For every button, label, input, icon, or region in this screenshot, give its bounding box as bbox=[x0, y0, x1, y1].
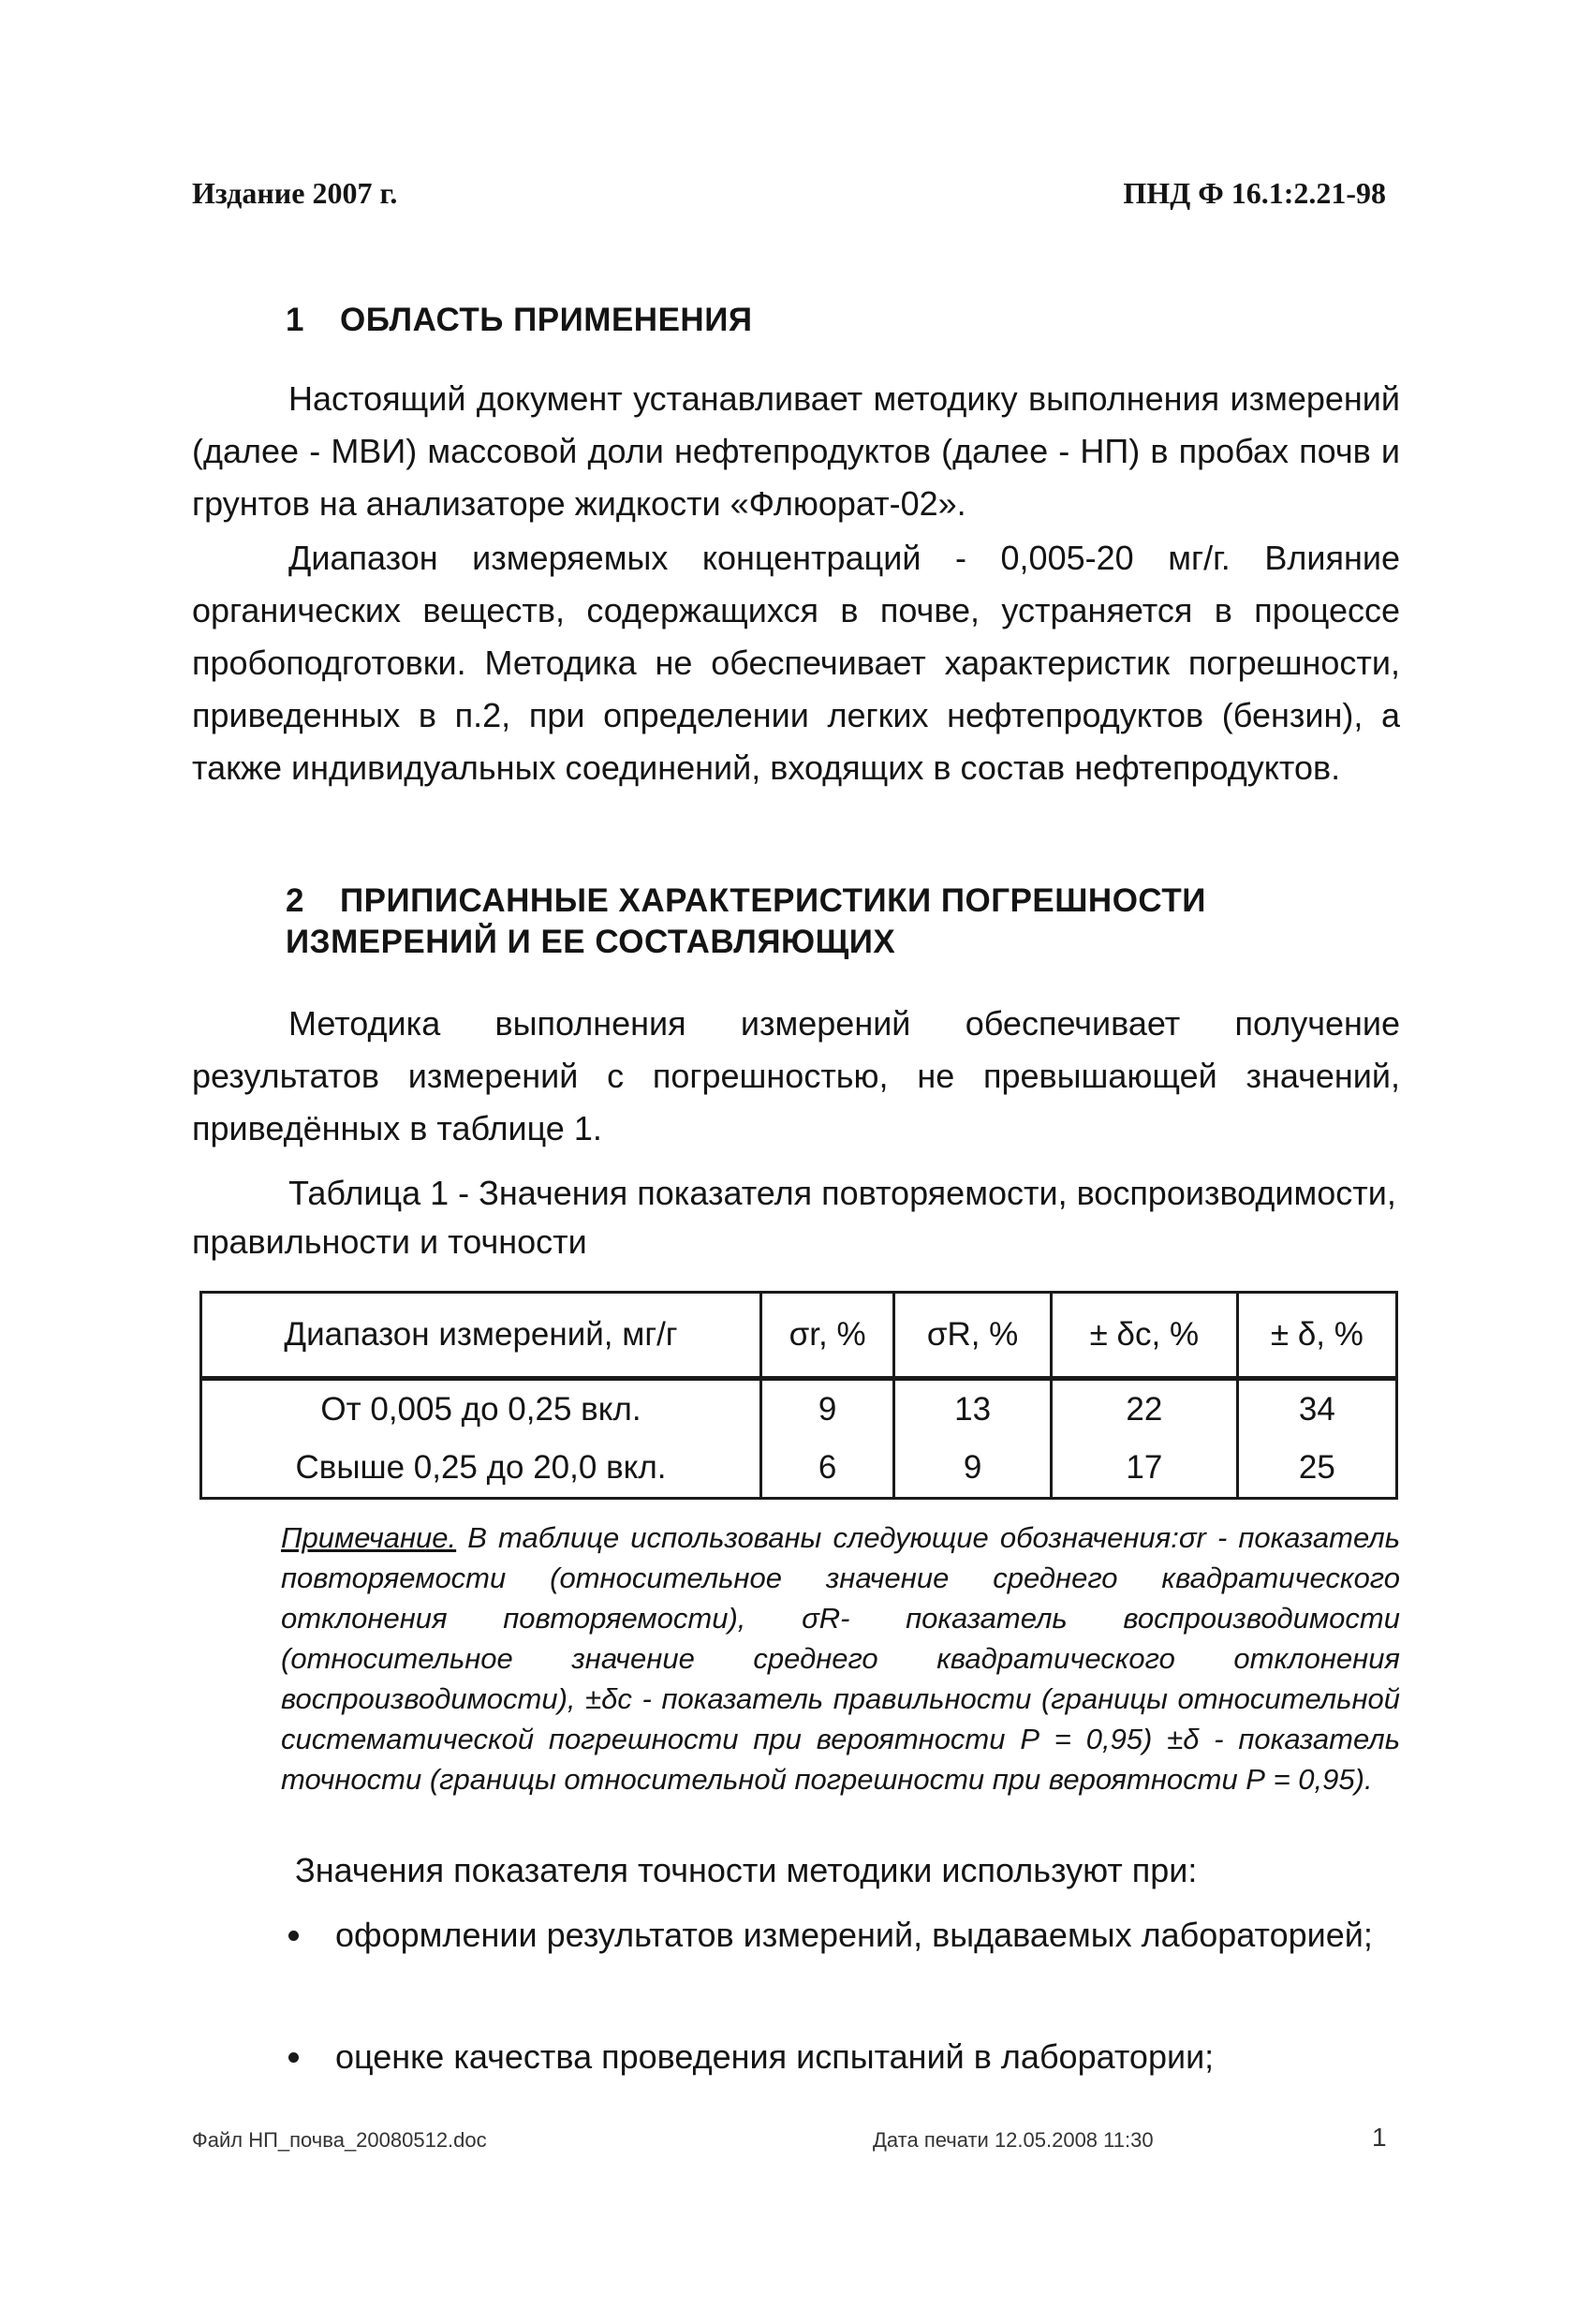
list-item bbox=[288, 2033, 1400, 2081]
table-row bbox=[201, 1379, 1397, 1440]
cell-sigma-R: 9 bbox=[894, 1439, 1052, 1499]
list-item bbox=[288, 1911, 1400, 1960]
section-1-heading bbox=[286, 300, 753, 341]
header-delta-c: ± δc, % bbox=[1051, 1293, 1237, 1379]
section-1-paragraph-2: Диапазон измеряемых концентраций - 0,005-20 мг/г. Влияние органических веществ, содержащихся в почве, устраняется в процессе пробоподготовки. Методика не обеспечивает характеристик погрешности, приведенных в п.2, при определении легких нефтепродуктов (бензин), а также индивидуальных соединений, входящих в состав нефтепродуктов. bbox=[192, 539, 1400, 787]
cell-delta-c: 22 bbox=[1051, 1379, 1237, 1440]
section-1-title: ОБЛАСТЬ ПРИМЕНЕНИЯ bbox=[340, 302, 753, 338]
list-item-text: оформлении результатов измерений, выдаваемых лабораторией; bbox=[335, 1916, 1373, 1954]
note-label: Примечание. bbox=[281, 1521, 457, 1554]
cell-sigma-r: 9 bbox=[761, 1379, 894, 1440]
footer-page-number: 1 bbox=[1372, 2123, 1387, 2152]
section-2-paragraph-1: Методика выполнения измерений обеспечивает получение результатов измерений с погрешностью, не превышающей значений, приведённых в таблице 1. bbox=[192, 1004, 1400, 1147]
footer-file-name: Файл НП_почва_20080512.doc bbox=[192, 2128, 487, 2152]
bullet-icon bbox=[288, 1931, 299, 1941]
list-item-text: оценке качества проведения испытаний в лаборатории; bbox=[335, 2037, 1215, 2076]
header-delta: ± δ, % bbox=[1237, 1293, 1396, 1379]
cell-delta: 34 bbox=[1237, 1379, 1396, 1440]
cell-sigma-r: 6 bbox=[761, 1439, 894, 1499]
edition-label: Издание 2007 г. bbox=[192, 176, 398, 210]
table-row bbox=[201, 1439, 1397, 1499]
section-2-heading bbox=[286, 881, 1206, 963]
table-1 bbox=[199, 1291, 1398, 1500]
section-2-number: 2 bbox=[286, 882, 304, 919]
bullet-icon bbox=[288, 2052, 299, 2063]
cell-delta: 25 bbox=[1237, 1439, 1396, 1499]
cell-range: Свыше 0,25 до 20,0 вкл. bbox=[201, 1439, 761, 1499]
header-range: Диапазон измерений, мг/г bbox=[201, 1293, 761, 1379]
table-header-row bbox=[201, 1293, 1397, 1379]
section-1-paragraph-1: Настоящий документ устанавливает методику выполнения измерений (далее - МВИ) массовой доли нефтепродуктов (далее - НП) в пробах почв и грунтов на анализаторе жидкости «Флюорат-02». bbox=[192, 379, 1400, 523]
cell-range: От 0,005 до 0,25 вкл. bbox=[201, 1379, 761, 1440]
cell-sigma-R: 13 bbox=[894, 1379, 1052, 1440]
section-2-title-line-2: ИЗМЕРЕНИЙ И ЕЕ СОСТАВЛЯЮЩИХ bbox=[286, 924, 896, 960]
header-sigma-r: σr, % bbox=[761, 1293, 894, 1379]
usage-intro: Значения показателя точности методики используют при: bbox=[295, 1851, 1198, 1889]
document-code: ПНД Ф 16.1:2.21-98 bbox=[1123, 176, 1386, 210]
table-1-caption: Таблица 1 - Значения показателя повторяемости, воспроизводимости, правильности и точности bbox=[192, 1174, 1396, 1261]
section-2-title-line-1: ПРИПИСАННЫЕ ХАРАКТЕРИСТИКИ ПОГРЕШНОСТИ bbox=[340, 882, 1206, 919]
note-text: В таблице использованы следующие обозначения:σr - показатель повторяемости (относительное значение среднего квадратического отклонения повторяемости), σR- показатель воспроизводимости (относительное значение среднего квадратического отклонения воспроизводимости), ±δc - показатель правильности (границы относительной систематической погрешности при вероятности Р = 0,95) ±δ - показатель точности (границы относительной погрешности при вероятности Р = 0,95). bbox=[281, 1521, 1400, 1796]
cell-delta-c: 17 bbox=[1051, 1439, 1237, 1499]
section-1-number: 1 bbox=[286, 302, 304, 338]
table-note bbox=[281, 1517, 1400, 1799]
header-sigma-R: σR, % bbox=[894, 1293, 1052, 1379]
footer-print-date: Дата печати 12.05.2008 11:30 bbox=[873, 2128, 1154, 2152]
